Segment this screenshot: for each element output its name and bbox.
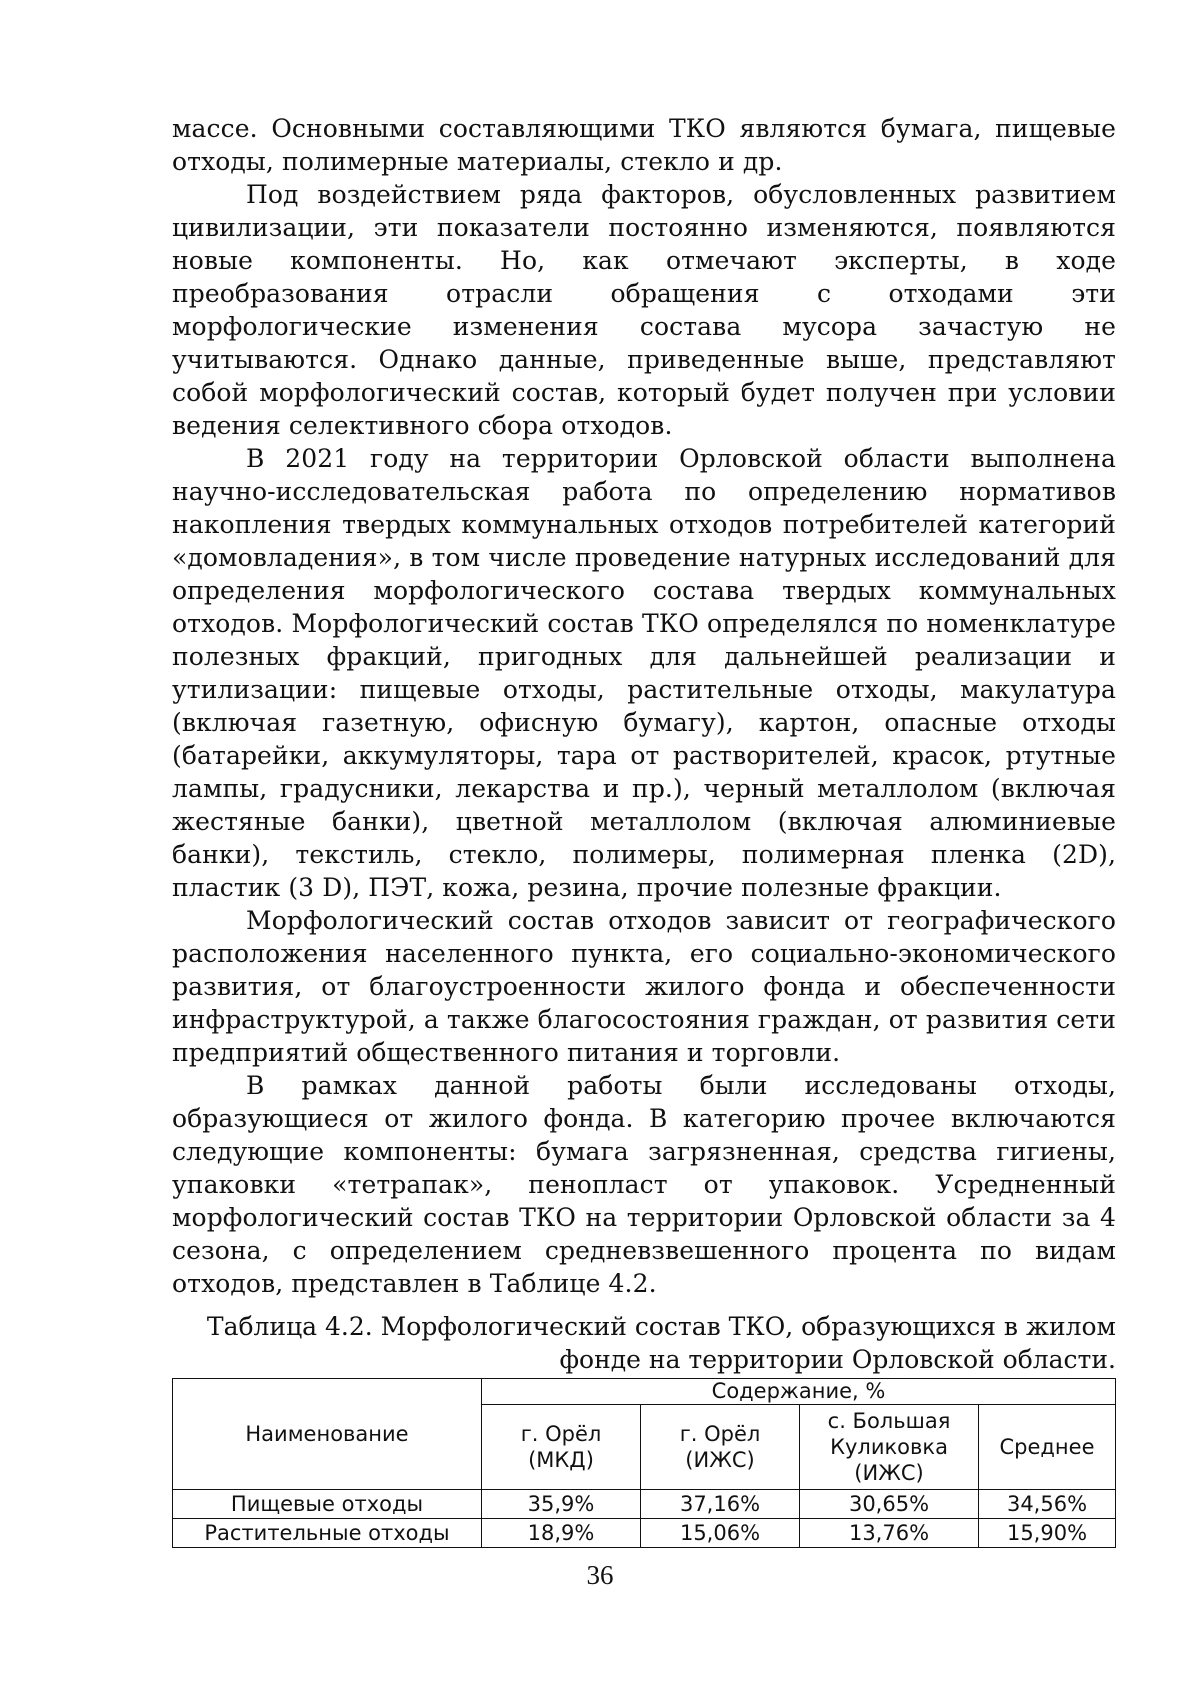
table-header-row [173,1379,1116,1405]
table-caption [172,1310,1116,1376]
cell-orel-mkd: 35,9% [482,1490,641,1519]
paragraph-2: Под воздействием ряда факторов, обусловленных развитием цивилизации, эти показатели постоянно изменяются, появляются новые компоненты. Но, как отмечают эксперты, в ходе преобразования отрасли обращения с отходами эти морфологические изменения состава мусора зачастую не учитываются. Однако данные, приведенные выше, представляют собой морфологический состав, который будет получен при условии ведения селективного сбора отходов. [172,180,1116,440]
paragraph-3: В 2021 году на территории Орловской области выполнена научно-исследовательская работа по определению нормативов накопления твердых коммунальных отходов потребителей категорий «домовладения», в том числе проведение натурных исследований для определения морфологического состава твердых коммунальных отходов. Морфологический состав ТКО определялся по номенклатуре полезных фракций, пригодных для дальнейшей реализации и утилизации: пищевые отходы, растительные отходы, макулатура (включая газетную, офисную бумагу), картон, опасные отходы (батарейки, аккумуляторы, тара от растворителей, красок, ртутные лампы, градусники, лекарства и пр.), черный металлолом (включая жестяные банки), цветной металлолом (включая алюминиевые банки), текстиль, стекло, полимеры, полимерная пленка (2D), пластик (3 D), ПЭТ, кожа, резина, прочие полезные фракции. [172,444,1116,902]
header-content-group: Содержание, % [482,1379,1116,1405]
table-row [173,1519,1116,1548]
table-row [173,1490,1116,1519]
row-name: Пищевые отходы [173,1490,482,1519]
table-caption-line-2: фонде на территории Орловской области. [559,1345,1116,1374]
cell-average: 15,90% [979,1519,1116,1548]
header-orel-mkd: г. Орёл (МКД) [482,1405,641,1490]
header-bolshaya-kulikovka: с. Большая Куликовка (ИЖС) [800,1405,979,1490]
cell-average: 34,56% [979,1490,1116,1519]
cell-orel-izhs: 37,16% [641,1490,800,1519]
cell-orel-izhs: 15,06% [641,1519,800,1548]
cell-bolshaya-kulikovka: 13,76% [800,1519,979,1548]
header-orel-izhs: г. Орёл (ИЖС) [641,1405,800,1490]
document-page [172,112,1116,1548]
cell-bolshaya-kulikovka: 30,65% [800,1490,979,1519]
cell-orel-mkd: 18,9% [482,1519,641,1548]
table-caption-line-1: Таблица 4.2. Морфологический состав ТКО, образующихся в жилом [206,1312,1116,1341]
row-name: Растительные отходы [173,1519,482,1548]
morphology-table [172,1378,1116,1548]
header-average: Среднее [979,1405,1116,1490]
paragraph-5: В рамках данной работы были исследованы отходы, образующиеся от жилого фонда. В категорию прочее включаются следующие компоненты: бумага загрязненная, средства гигиены, упаковки «тетрапак», пенопласт от упаковок. Усредненный морфологический состав ТКО на территории Орловской области за 4 сезона, с определением средневзвешенного процента по видам отходов, представлен в Таблице 4.2. [172,1071,1116,1298]
paragraph-4: Морфологический состав отходов зависит от географического расположения населенного пункта, его социально-экономического развития, от благоустроенности жилого фонда и обеспеченности инфраструктурой, а также благосостояния граждан, от развития сети предприятий общественного питания и торговли. [172,906,1116,1067]
header-name: Наименование [173,1379,482,1490]
paragraph-1: массе. Основными составляющими ТКО являются бумага, пищевые отходы, полимерные материалы, стекло и др. [172,114,1116,176]
page-number: 36 [586,1560,614,1590]
